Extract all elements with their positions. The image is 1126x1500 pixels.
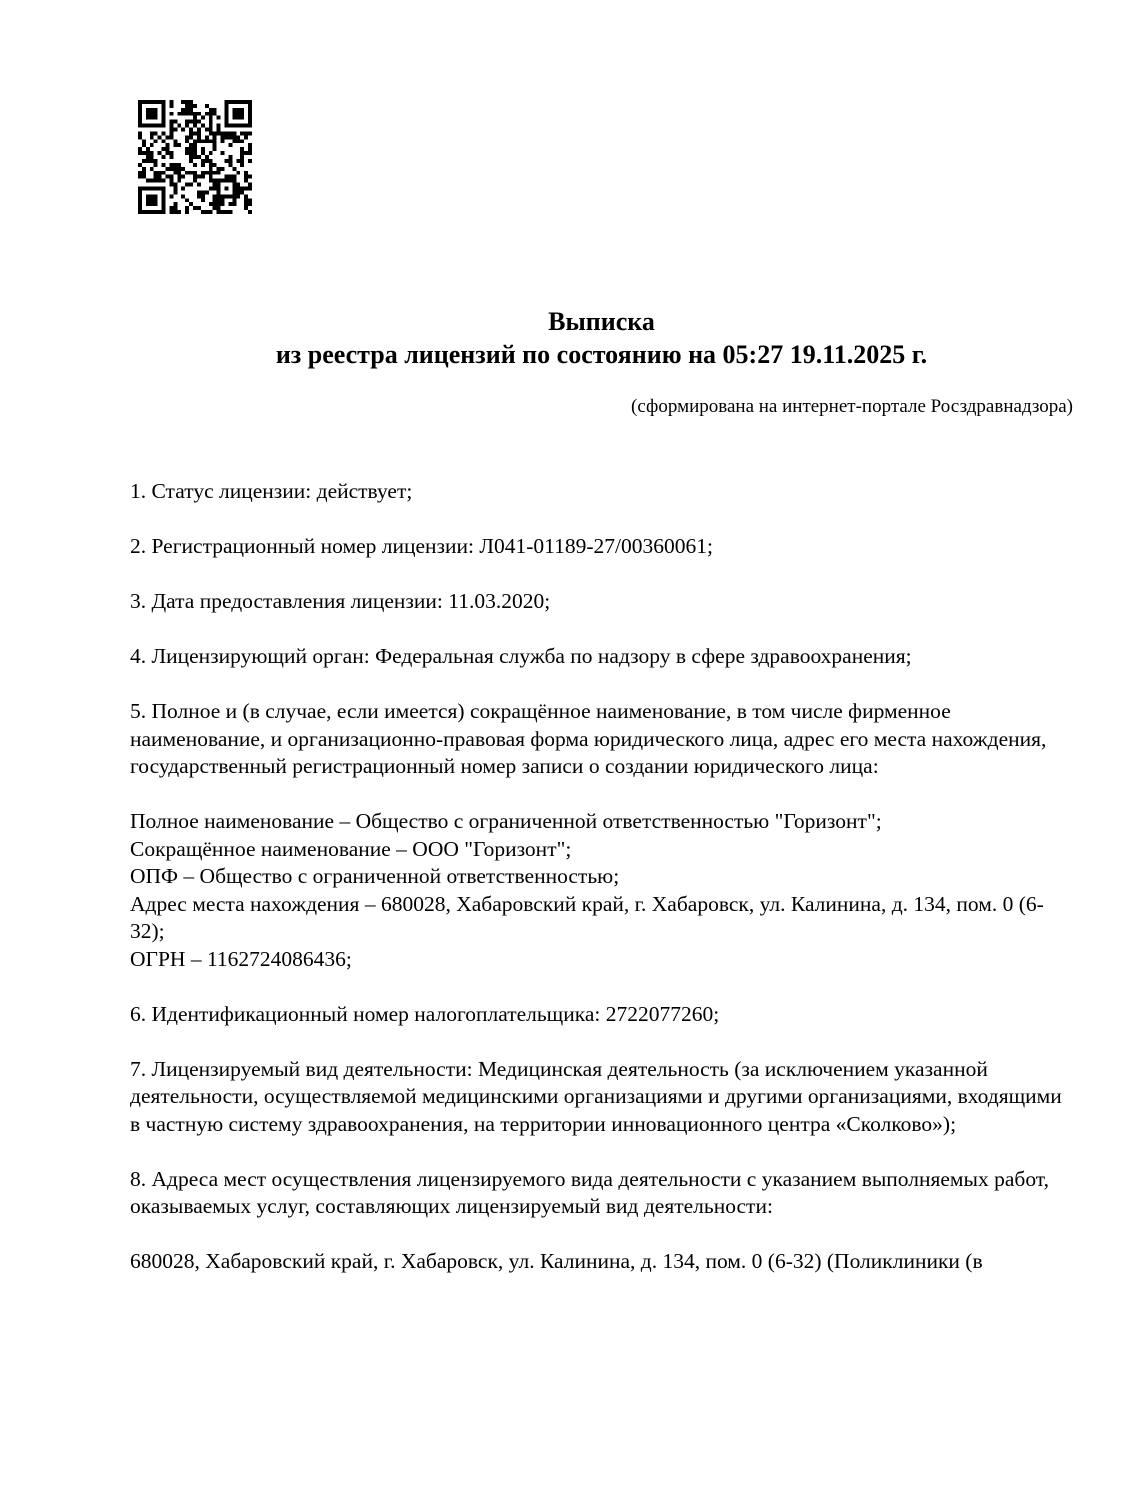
document-subtitle: (сформирована на интернет-портале Росздравнадзора) <box>631 396 1073 417</box>
document-title <box>130 305 1073 371</box>
activity-addresses-intro-paragraph: 8. Адреса мест осуществления лицензируемого вида деятельности с указанием выполняемых работ, оказываемых услуг, составляющих лицензируемый вид деятельности: <box>130 1166 1049 1218</box>
licensing-authority-line: 4. Лицензирующий орган: Федеральная служба по надзору в сфере здравоохранения; <box>130 644 912 668</box>
short-name-line: Сокращённое наименование – ООО "Горизонт"; <box>130 836 572 861</box>
license-status-line: 1. Статус лицензии: действует; <box>130 479 413 503</box>
legal-address-line: Адрес места нахождения – 680028, Хабаровский край, г. Хабаровск, ул. Калинина, д. 134, пом. 0 (6-32); <box>130 891 1044 943</box>
legal-form-line: ОПФ – Общество с ограниченной ответственностью; <box>130 864 620 888</box>
activity-address-line: 680028, Хабаровский край, г. Хабаровск, ул. Калинина, д. 134, пом. 0 (6-32) (Поликлиники (в <box>130 1249 983 1273</box>
license-date-line: 3. Дата предоставления лицензии: 11.03.2020; <box>130 589 551 613</box>
title-line-2: из реестра лицензий по состоянию на 05:27 19.11.2025 г. <box>275 340 928 369</box>
organization-name-intro-paragraph: 5. Полное и (в случае, если имеется) сокращённое наименование, в том числе фирменное наименование, и организационно-правовая форма юридического лица, адрес его места нахождения, государственный регистрационный номер записи о создании юридического лица: <box>130 699 1047 778</box>
licensed-activity-paragraph: 7. Лицензируемый вид деятельности: Медицинская деятельность (за исключением указанной деятельности, осуществляемой медицинскими организациями и другими организациями, входящими в частную систему здравоохранения, на территории инновационного центра «Сколково»); <box>130 1056 1062 1136</box>
ogrn-line: ОГРН – 1162724086436; <box>130 946 352 971</box>
title-line-1: Выписка <box>548 307 655 336</box>
full-name-line: Полное наименование – Общество с ограниченной ответственностью "Горизонт"; <box>130 809 882 833</box>
document-content <box>130 0 1073 1303</box>
document-body <box>130 478 1073 1276</box>
inn-line: 6. Идентификационный номер налогоплательщика: 2722077260; <box>130 1001 720 1026</box>
registration-number-line: 2. Регистрационный номер лицензии: Л041-01189-27/00360061; <box>130 534 713 558</box>
